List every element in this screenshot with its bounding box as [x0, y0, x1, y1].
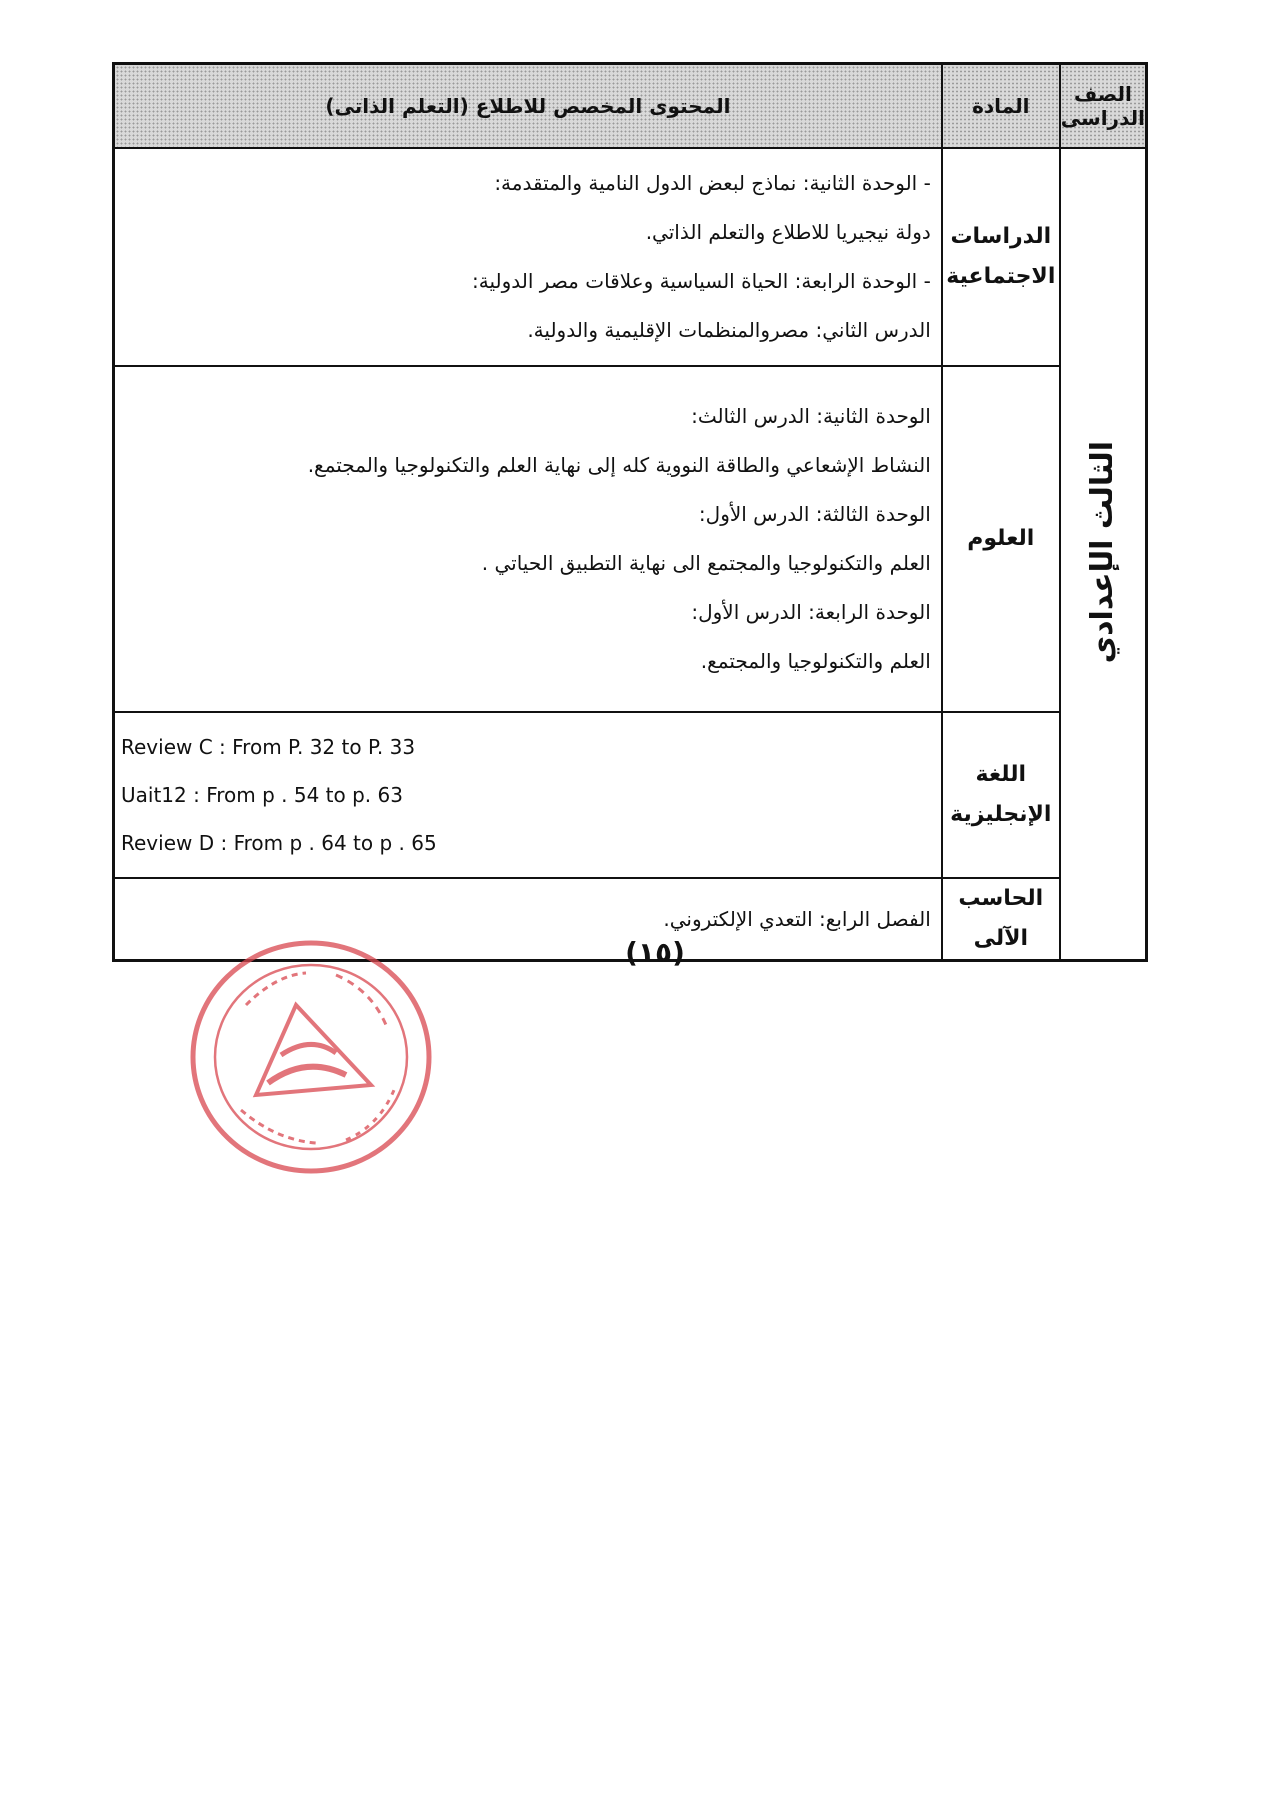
header-content: المحتوى المخصص للاطلاع (التعلم الذاتى): [114, 64, 942, 149]
content-line: الوحدة الثالثة: الدرس الأول:: [698, 502, 931, 526]
table-row-social-studies: [114, 148, 1147, 366]
page-number: (١٥): [625, 936, 685, 969]
content-line: - الوحدة الرابعة: الحياة السياسية وعلاقات مصر الدولية:: [472, 269, 931, 293]
table-header-row: [114, 64, 1147, 149]
content-line: دولة نيجيريا للاطلاع والتعلم الذاتي.: [645, 220, 931, 244]
header-subject: المادة: [942, 64, 1060, 149]
subject-social-studies: الدراسات الاجتماعية: [942, 148, 1060, 366]
content-line: Review D : From p . 64 to p . 65: [121, 831, 437, 855]
content-line: - الوحدة الثانية: نماذج لبعض الدول النامية والمتقدمة:: [494, 171, 931, 195]
table-row-science: [114, 366, 1147, 712]
content-line: Uait12 : From p . 54 to p. 63: [121, 783, 403, 807]
curriculum-table: [112, 62, 1148, 962]
grade-cell: [1060, 148, 1147, 961]
table-row-english: [114, 712, 1147, 878]
content-line: الوحدة الثانية: الدرس الثالث:: [691, 404, 931, 428]
content-line: العلم والتكنولوجيا والمجتمع.: [700, 649, 931, 673]
subject-science: العلوم: [942, 366, 1060, 712]
grade-label: الثالث الإعدادي: [1085, 440, 1121, 664]
content-line: Review C : From P. 32 to P. 33: [121, 735, 416, 759]
content-line: العلم والتكنولوجيا والمجتمع الى نهاية التطبيق الحياتي .: [481, 551, 931, 575]
content-line: الوحدة الرابعة: الدرس الأول:: [691, 600, 931, 624]
content-line: النشاط الإشعاعي والطاقة النووية كله إلى نهاية العلم والتكنولوجيا والمجتمع.: [307, 453, 931, 477]
content-social-studies: [114, 148, 942, 366]
content-science: [114, 366, 942, 712]
content-line: الدرس الثاني: مصروالمنظمات الإقليمية والدولية.: [527, 318, 931, 342]
official-stamp-icon: [186, 935, 436, 1180]
content-english: [114, 712, 942, 878]
content-line: الفصل الرابع: التعدي الإلكتروني.: [663, 906, 931, 931]
subject-english: اللغة الإنجليزية: [942, 712, 1060, 878]
subject-computer: الحاسب الآلى: [942, 878, 1060, 961]
header-grade: الصف الدراسى: [1060, 64, 1147, 149]
